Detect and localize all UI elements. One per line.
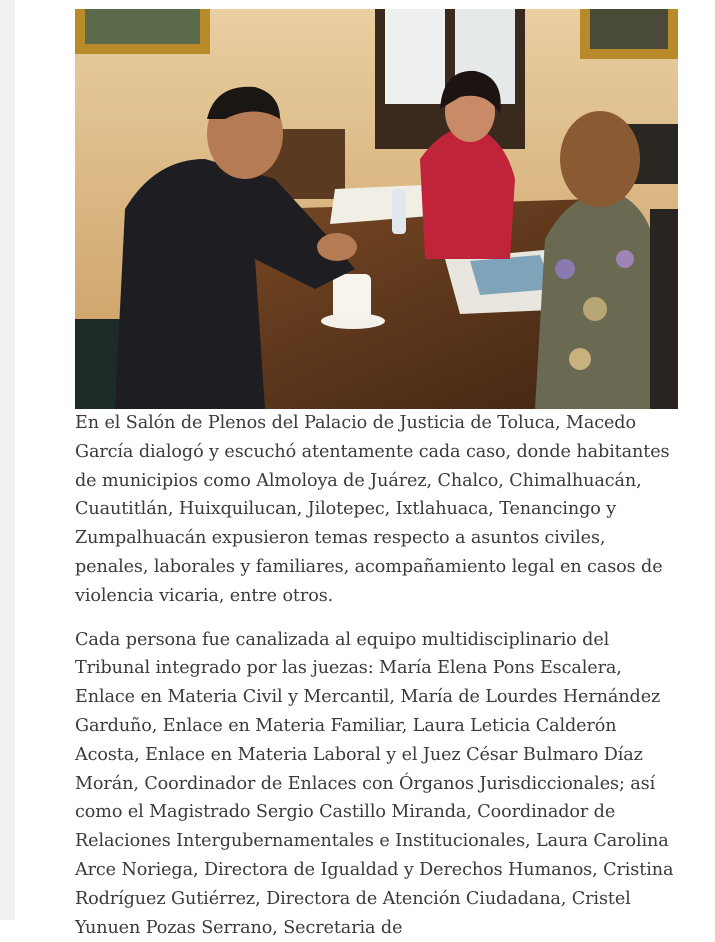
meeting-photo-illustration bbox=[75, 9, 678, 409]
article-paragraph-2: Cada persona fue canalizada al equipo multidisciplinario del Tribunal integrado por las juezas: María Elena Pons Escalera, Enlace en Materia Civil y Mercantil, María de Lourdes Hernández Garduño, Enlace en Materia Familiar, Laura Leticia Calderón Acosta, Enlace en Materia Laboral y el Juez César Bulmaro Díaz Morán, Coordinador de Enlaces con Órganos Jurisdiccionales; así como el Magistrado Sergio Castillo Miranda, Coordinador de Relaciones Intergubernamentales e Institucionales, Laura Carolina Arce Noriega, Directora de Igualdad y Derechos Humanos, Cristina Rodríguez Gutiérrez, Directora de Atención Ciudadana, Cristel Yunuen Pozas Serrano, Secretaria de bbox=[75, 629, 674, 938]
meeting-photo bbox=[75, 9, 678, 409]
article-paragraph-1: En el Salón de Plenos del Palacio de Justicia de Toluca, Macedo García dialogó y escuchó atentamente cada caso, donde habitantes de municipios como Almoloya de Juárez, Chalco, Chimalhuacán, Cuautitlán, Huixquilucan, Jilotepec, Ixtlahuaca, Tenancingo y Zumpalhuacán expusieron temas respecto a asuntos civiles, penales, laborales y familiares, acompañamiento legal en casos de violencia vicaria, entre otros. bbox=[75, 413, 670, 606]
left-rail bbox=[0, 0, 15, 920]
article-body bbox=[75, 9, 678, 942]
